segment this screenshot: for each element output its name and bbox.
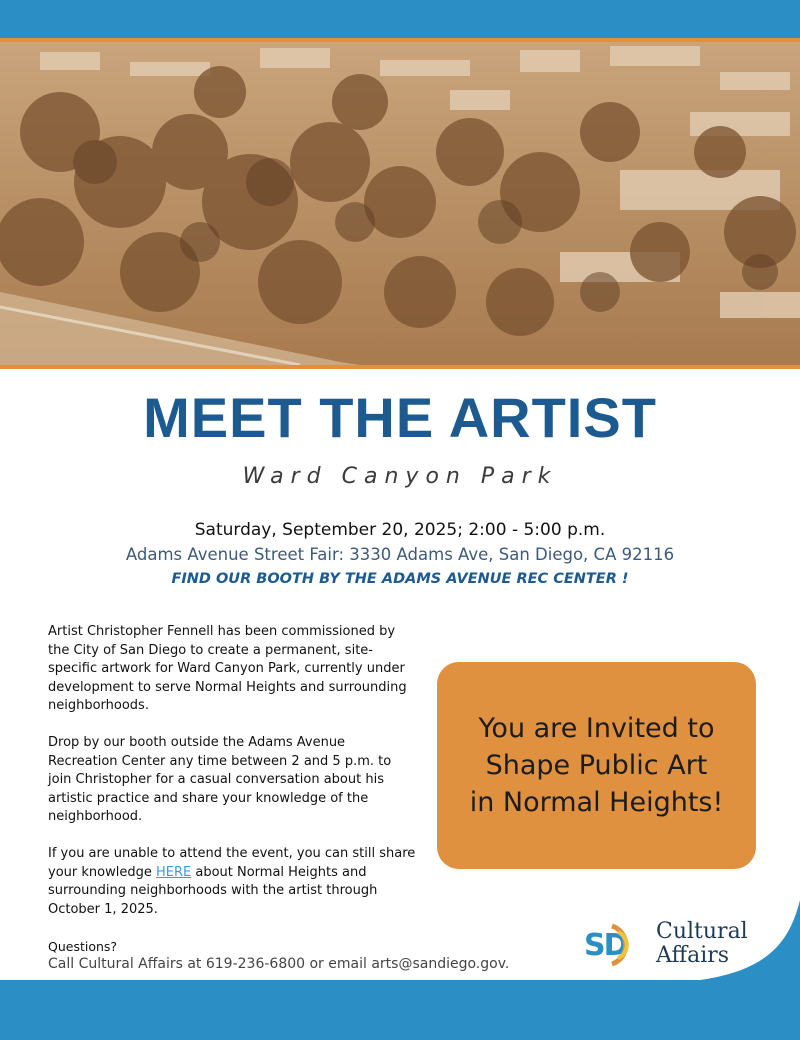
event-address: Adams Avenue Street Fair: 3330 Adams Ave, San Diego, CA 92116 xyxy=(125,545,675,564)
logo-line-2: Affairs xyxy=(656,943,730,968)
invitation-line-1: You are Invited to xyxy=(478,713,715,744)
here-link[interactable]: HERE xyxy=(155,864,192,880)
logo-wordmark xyxy=(656,920,748,968)
body-paragraph-1: Artist Christopher Fennell has been commissioned by the City of San Diego to create a permanent, site-specific artwork for Ward Canyon Park, currently under development to serve Normal Heights and surrounding neighborhoods. xyxy=(48,624,407,714)
invitation-text xyxy=(470,710,724,821)
hero-aerial-photo xyxy=(0,42,800,365)
page-title: MEET THE ARTIST xyxy=(143,386,657,449)
logo-line-1: Cultural xyxy=(656,919,748,944)
contact-info: Call Cultural Affairs at 619-236-6800 or email arts@sandiego.gov. xyxy=(48,956,510,972)
invitation-callout xyxy=(437,662,756,869)
questions-label: Questions? xyxy=(48,939,118,954)
park-name-subtitle: Ward Canyon Park xyxy=(242,464,558,489)
booth-note: FIND OUR BOOTH BY THE ADAMS AVENUE REC CENTER ! xyxy=(171,571,629,587)
body-paragraph-3-end: about Normal Heights and surrounding neighborhoods with the artist through October 1, 2025. xyxy=(48,864,378,917)
event-date: Saturday, September 20, 2025; 2:00 - 5:00 p.m. xyxy=(194,520,606,540)
sd-logo-mark: SD xyxy=(584,928,627,963)
cultural-affairs-logo xyxy=(584,918,784,974)
top-color-band xyxy=(0,0,800,38)
body-paragraph-2: Drop by our booth outside the Adams Avenue Recreation Center any time between 2 and 5 p.m. to join Christopher for a casual conversation about his artistic practice and share your knowledge of the neighborhood. xyxy=(48,734,392,825)
logo-arc-icon xyxy=(610,922,636,968)
hero-orange-stripe xyxy=(0,365,800,369)
invitation-line-2: Shape Public Art xyxy=(485,750,708,781)
invitation-line-3: in Normal Heights! xyxy=(469,787,724,818)
body-paragraph-3-start: If you are unable to attend the event, you can still share your knowledge xyxy=(48,845,416,880)
